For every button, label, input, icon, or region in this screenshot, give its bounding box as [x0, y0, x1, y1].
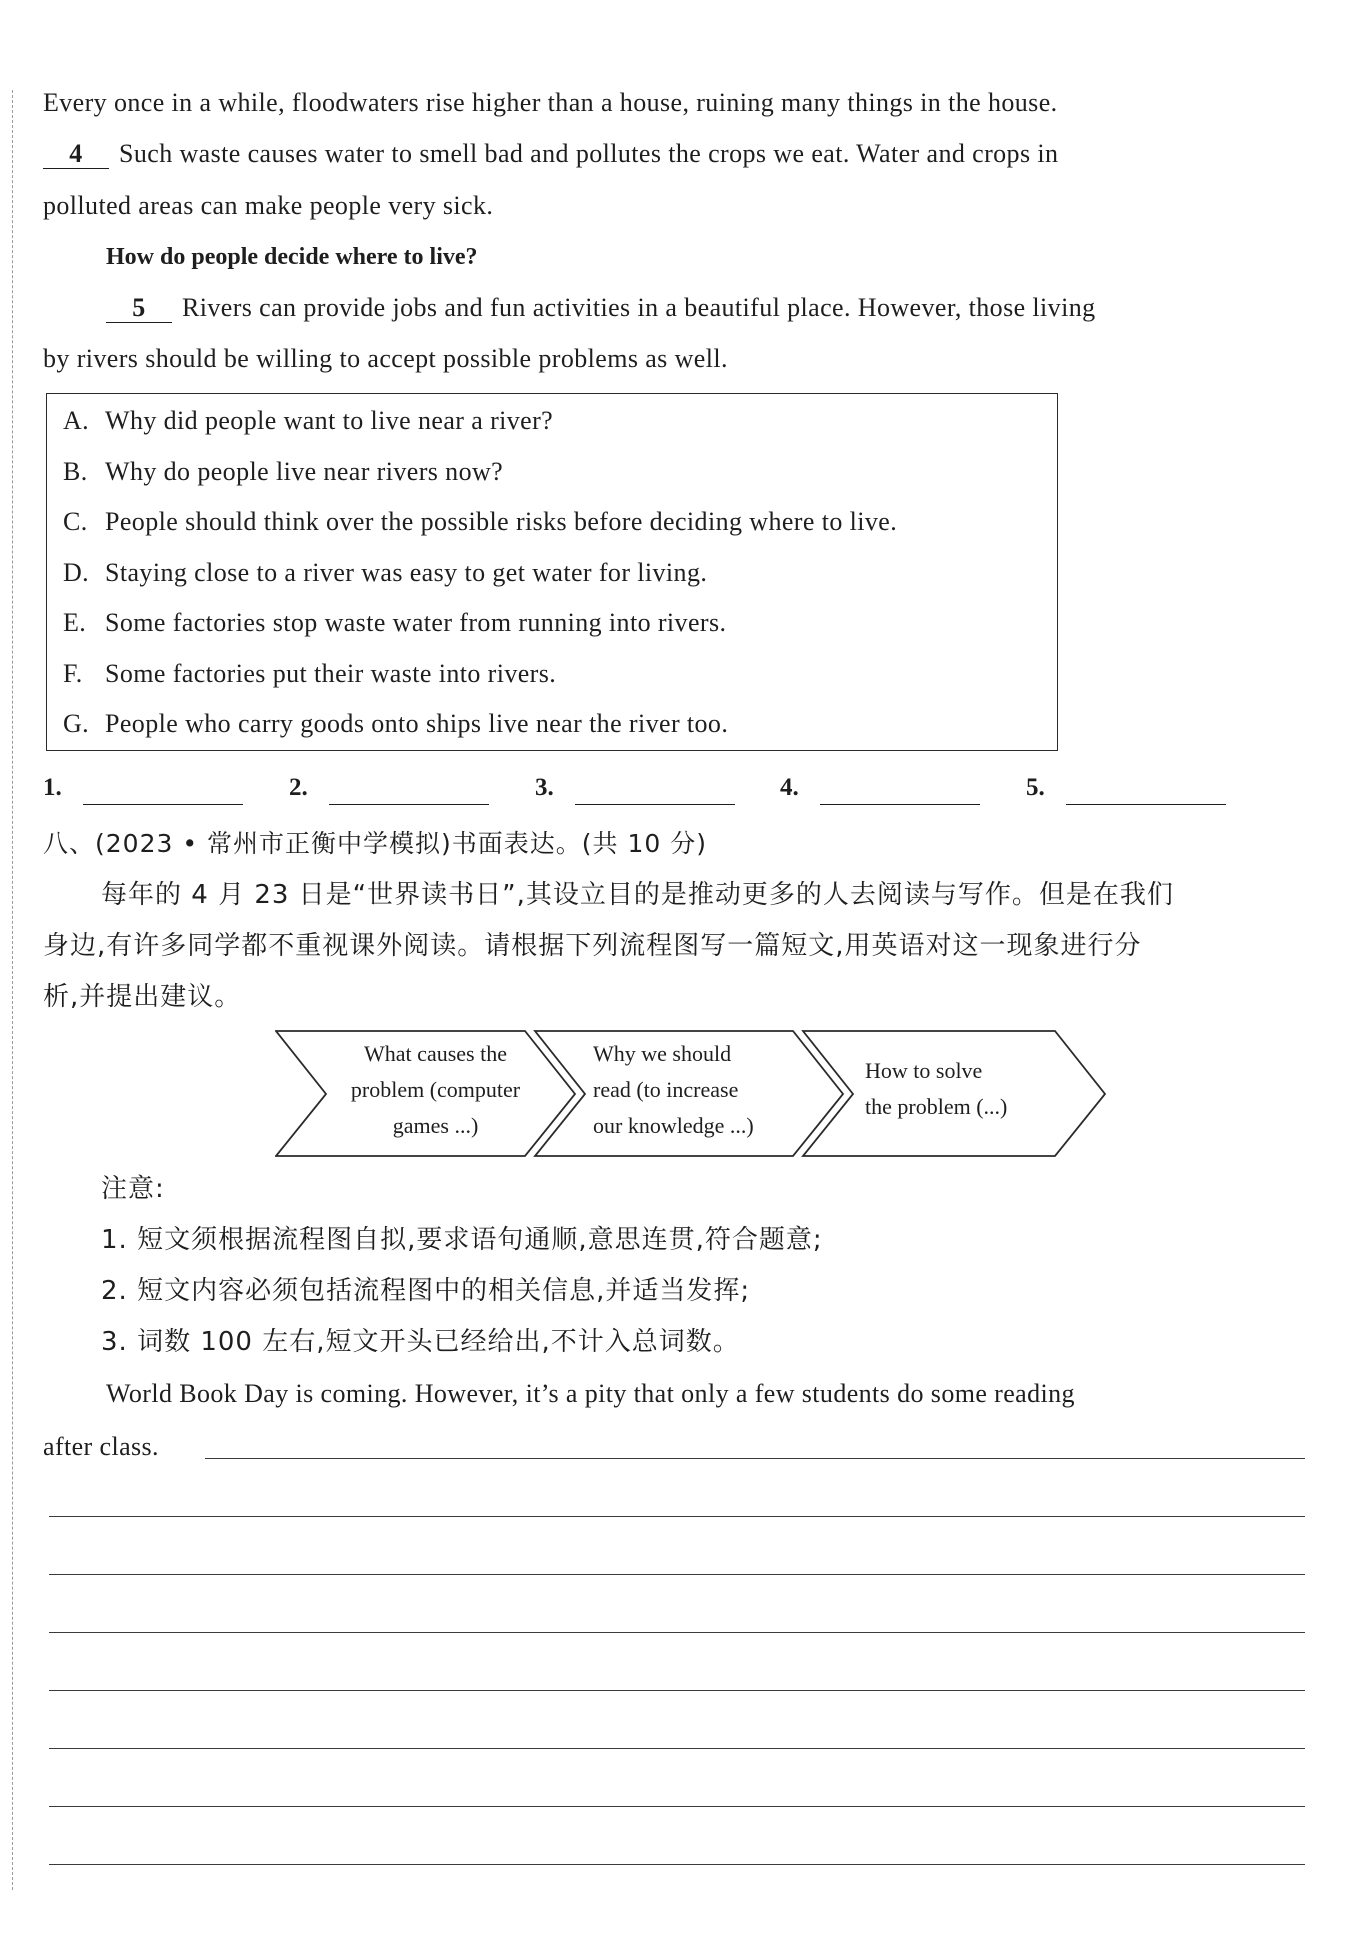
writing-line-4[interactable]	[49, 1632, 1305, 1633]
answer-field-4[interactable]	[820, 804, 980, 805]
answer-field-3[interactable]	[575, 804, 735, 805]
note-item-1: 1. 短文须根据流程图自拟,要求语句通顺,意思连贯,符合题意;	[101, 1225, 823, 1255]
flow-step-3-line: the problem (...)	[865, 1094, 1008, 1119]
flow-step-2	[593, 1036, 754, 1144]
essay-start-line-1: World Book Day is coming. However, it’s a pity that only a few students do some reading	[106, 1379, 1075, 1408]
answer-row	[43, 774, 1305, 814]
option-text: People who carry goods onto ships live near the river too.	[105, 709, 729, 738]
option-text: Some factories put their waste into rivers.	[105, 659, 557, 688]
section-heading: How do people decide where to live?	[106, 244, 478, 270]
option-f	[63, 657, 556, 691]
answer-field-5[interactable]	[1066, 804, 1226, 805]
flow-step-3-line: How to solve	[865, 1058, 983, 1083]
option-letter: A.	[63, 406, 90, 435]
prompt-line-2: 身边,有许多同学都不重视课外阅读。请根据下列流程图写一篇短文,用英语对这一现象进行分	[43, 931, 1142, 961]
option-a	[63, 404, 553, 438]
margin-rule	[12, 90, 13, 1890]
flow-step-1-line: problem (computer	[350, 1077, 521, 1102]
option-letter: B.	[63, 457, 88, 486]
section8-title: 八、(2023 • 常州市正衡中学模拟)书面表达。(共 10 分)	[43, 829, 707, 858]
option-letter: C.	[63, 507, 88, 536]
notes-title: 注意:	[101, 1174, 165, 1204]
writing-line-1[interactable]	[205, 1458, 1305, 1459]
passage-line-4	[106, 291, 1305, 325]
options-box	[46, 393, 1058, 751]
note-item-2: 2. 短文内容必须包括流程图中的相关信息,并适当发挥;	[101, 1276, 751, 1306]
option-text: People should think over the possible risks before deciding where to live.	[105, 507, 898, 536]
writing-line-8[interactable]	[49, 1864, 1305, 1865]
prompt-line-3: 析,并提出建议。	[43, 982, 242, 1012]
essay-start-line-2: after class.	[43, 1432, 159, 1461]
answer-label-4: 4.	[780, 774, 799, 801]
prompt-line-1: 每年的 4 月 23 日是“世界读书日”,其设立目的是推动更多的人去阅读与写作。但是在我们	[101, 880, 1174, 910]
answer-field-2[interactable]	[329, 804, 489, 805]
option-letter: D.	[63, 558, 90, 587]
option-text: Some factories stop waste water from running into rivers.	[105, 608, 727, 637]
answer-label-1: 1.	[43, 774, 62, 801]
option-g	[63, 707, 728, 741]
writing-line-5[interactable]	[49, 1690, 1305, 1691]
option-c	[63, 505, 897, 539]
writing-line-2[interactable]	[49, 1516, 1305, 1517]
flow-step-1-line: games ...)	[392, 1113, 479, 1138]
answer-label-2: 2.	[289, 774, 308, 801]
option-b	[63, 455, 503, 489]
option-text: Why do people live near rivers now?	[105, 457, 504, 486]
writing-line-3[interactable]	[49, 1574, 1305, 1575]
writing-line-7[interactable]	[49, 1806, 1305, 1807]
passage-line-3: polluted areas can make people very sick.	[43, 191, 494, 220]
answer-label-3: 3.	[535, 774, 554, 801]
passage-line-2	[43, 137, 1305, 171]
option-d	[63, 556, 707, 590]
answer-field-1[interactable]	[83, 804, 243, 805]
answer-blank-4[interactable]: 4	[43, 140, 109, 169]
flow-step-2-line: our knowledge ...)	[593, 1113, 754, 1138]
flow-step-2-line: Why we should	[593, 1041, 732, 1066]
passage-line-2-text: Such waste causes water to smell bad and pollutes the crops we eat. Water and crops in	[119, 139, 1059, 168]
writing-line-6[interactable]	[49, 1748, 1305, 1749]
option-letter: F.	[63, 659, 83, 688]
flow-step-3	[865, 1053, 1007, 1125]
note-item-3: 3. 词数 100 左右,短文开头已经给出,不计入总词数。	[101, 1327, 740, 1357]
answer-blank-5[interactable]: 5	[106, 294, 172, 323]
passage-line-4-text: Rivers can provide jobs and fun activities in a beautiful place. However, those living	[182, 293, 1096, 322]
option-letter: E.	[63, 608, 87, 637]
passage-line-5: by rivers should be willing to accept possible problems as well.	[43, 344, 728, 373]
option-letter: G.	[63, 709, 90, 738]
flow-step-2-line: read (to increase	[593, 1077, 739, 1102]
option-text: Staying close to a river was easy to get water for living.	[105, 558, 708, 587]
option-e	[63, 606, 726, 640]
option-text: Why did people want to live near a river?	[105, 406, 554, 435]
flow-step-1-line: What causes the	[364, 1041, 507, 1066]
passage-line-1: Every once in a while, floodwaters rise higher than a house, ruining many things in the house.	[43, 88, 1058, 117]
flow-step-1	[333, 1036, 538, 1144]
answer-label-5: 5.	[1026, 774, 1045, 801]
